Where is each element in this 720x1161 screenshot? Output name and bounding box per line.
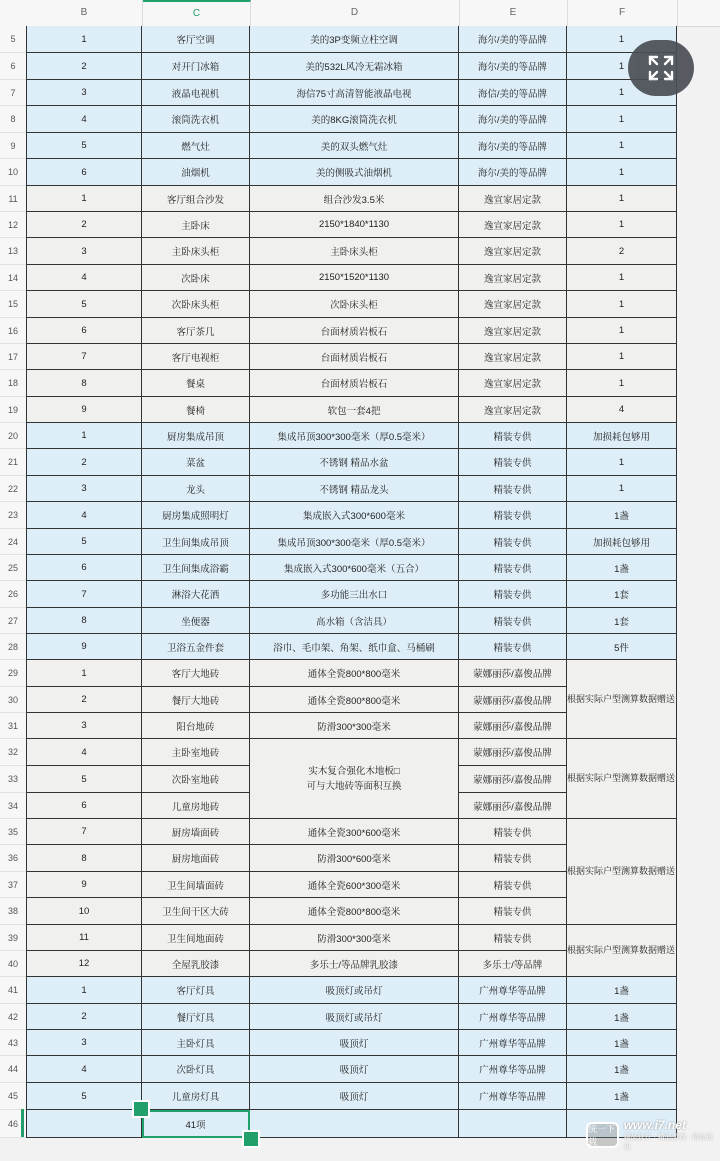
cell-b[interactable]: 2 [26,687,142,713]
cell-b[interactable]: 2 [26,53,142,80]
cell-f[interactable]: 1盏 [567,1083,677,1110]
cell-b[interactable]: 7 [26,819,142,845]
column-header-c[interactable]: C [143,0,251,26]
cell-c[interactable]: 主卧室地砖 [142,739,250,766]
cell-c[interactable]: 次卧床 [142,265,250,291]
cell-b[interactable]: 1 [26,186,142,212]
cell-c[interactable]: 对开门冰箱 [142,53,250,80]
row-header[interactable]: 29 [0,660,26,687]
cell-e[interactable]: 海尔/美的等品牌 [459,26,567,53]
row-header[interactable]: 26 [0,581,26,608]
cell-c[interactable]: 阳台地砖 [142,713,250,739]
expand-icon [647,54,675,82]
cell-c[interactable]: 全屋乳胶漆 [142,951,250,977]
cell-f[interactable]: 1 [567,291,677,318]
cell-d[interactable]: 海信75寸高清智能液晶电视 [250,80,459,106]
table-row [26,1030,677,1056]
table-row [26,318,677,344]
cell-c[interactable]: 次卧床头柜 [142,291,250,318]
cell-c[interactable]: 卫生间集成浴霸 [142,555,250,581]
column-header-f[interactable]: F [567,0,678,26]
cell-f[interactable]: 1 [567,26,677,53]
merged-cell-f-note[interactable]: 根据实际户型测算数据赠送 [567,819,677,925]
cell-d[interactable]: 次卧床头柜 [250,291,459,318]
row-header[interactable]: 24 [0,529,26,555]
table-row [26,53,677,80]
cell-e[interactable]: 逸宣家居定款 [459,397,567,423]
table-row [26,581,677,608]
cell-e[interactable]: 精装专供 [459,872,567,898]
cell-b[interactable]: 4 [26,739,142,766]
cell-d[interactable]: 吸顶灯 [250,1056,459,1083]
cell-d[interactable]: 高水箱（含洁具） [250,608,459,634]
cell-f[interactable]: 加损耗包够用 [567,529,677,555]
cell-e[interactable]: 逸宣家居定款 [459,186,567,212]
cell-d[interactable]: 通体全瓷300*600毫米 [250,819,459,845]
cell-e[interactable]: 精装专供 [459,423,567,449]
cell-b[interactable]: 6 [26,793,142,819]
selection-handle-start[interactable] [132,1100,150,1118]
cell-c[interactable]: 厨房集成吊顶 [142,423,250,449]
cell-e[interactable]: 海尔/美的等品牌 [459,106,567,133]
cell-b[interactable]: 6 [26,159,142,186]
cell-f[interactable]: 1 [567,318,677,344]
table-row [26,1110,677,1138]
cell-e[interactable]: 精装专供 [459,502,567,529]
table-row [26,1056,677,1083]
cell-e[interactable]: 广州尊华等品牌 [459,1004,567,1030]
cell-e[interactable]: 蒙娜丽莎/嘉俊品牌 [459,687,567,713]
table-row [26,212,677,238]
cell-b[interactable]: 7 [26,581,142,608]
cell-f[interactable]: 5件 [567,634,677,660]
row-header[interactable]: 18 [0,370,26,397]
row-header[interactable]: 11 [0,186,26,212]
cell-c[interactable]: 客厅大地砖 [142,660,250,687]
cell-f[interactable]: 1盏 [567,1030,677,1056]
cell-d[interactable]: 台面材质岩板石 [250,370,459,397]
cell-b[interactable]: 8 [26,845,142,872]
cell-e[interactable]: 精装专供 [459,581,567,608]
cell-e[interactable]: 逸宣家居定款 [459,344,567,370]
cell-e[interactable]: 逸宣家居定款 [459,238,567,265]
cell-e[interactable]: 多乐士/等品牌 [459,951,567,977]
row-header[interactable]: 43 [0,1030,26,1056]
row-header[interactable]: 14 [0,265,26,291]
cell-c[interactable]: 客厅茶几 [142,318,250,344]
cell-b[interactable]: 7 [26,344,142,370]
cell-c[interactable]: 41项 [142,1110,250,1138]
cell-c[interactable]: 卫生间墙面砖 [142,872,250,898]
cell-c[interactable]: 次卧室地砖 [142,766,250,793]
cell-c[interactable]: 滚筒洗衣机 [142,106,250,133]
cell-f[interactable]: 1 [567,53,677,80]
table-row [26,238,677,265]
merged-cell-f-note[interactable]: 根据实际户型测算数据赠送 [567,925,677,977]
cell-b[interactable]: 9 [26,397,142,423]
merged-cell-f-note[interactable]: 根据实际户型测算数据赠送 [567,660,677,739]
row-header[interactable]: 44 [0,1056,26,1083]
table-row [26,344,677,370]
row-header[interactable]: 37 [0,872,26,898]
table-row [26,977,677,1004]
table-row [26,1083,677,1110]
cell-c[interactable]: 液晶电视机 [142,80,250,106]
cell-c[interactable]: 坐便器 [142,608,250,634]
cell-c[interactable]: 厨房墙面砖 [142,819,250,845]
row-header[interactable]: 31 [0,713,26,739]
cell-f[interactable]: 1盏 [567,1056,677,1083]
cell-c[interactable]: 餐桌 [142,370,250,397]
cell-b[interactable]: 1 [26,660,142,687]
cell-c[interactable]: 卫生间干区大砖 [142,898,250,925]
cell-b[interactable]: 3 [26,476,142,502]
cell-f[interactable]: 1盏 [567,555,677,581]
row-header[interactable]: 39 [0,925,26,951]
table-row [26,106,677,133]
table-row [26,291,677,318]
cell-b[interactable]: 6 [26,318,142,344]
table-row [26,449,677,476]
cell-b[interactable]: 4 [26,265,142,291]
cell-b[interactable]: 3 [26,80,142,106]
cell-f[interactable]: 2 [567,238,677,265]
cell-b[interactable]: 11 [26,925,142,951]
row-header[interactable]: 46 [0,1110,26,1138]
cell-c[interactable]: 餐椅 [142,397,250,423]
row-header[interactable]: 12 [0,212,26,238]
cell-e[interactable]: 广州尊华等品牌 [459,1030,567,1056]
column-header-d[interactable]: D [250,0,460,26]
cell-d[interactable]: 2150*1840*1130 [250,212,459,238]
cell-e[interactable]: 精装专供 [459,608,567,634]
cell-e[interactable]: 广州尊华等品牌 [459,977,567,1004]
cell-b[interactable]: 1 [26,977,142,1004]
cell-e[interactable]: 海信/美的等品牌 [459,80,567,106]
cell-f[interactable]: 1 [567,212,677,238]
cell-b[interactable]: 3 [26,1030,142,1056]
row-header[interactable]: 23 [0,502,26,529]
cell-c[interactable]: 儿童房灯具 [142,1083,250,1110]
cell-e[interactable]: 精装专供 [459,634,567,660]
cell-f[interactable]: 1套 [567,608,677,634]
cell-d[interactable] [250,1110,459,1138]
table-row [26,133,677,159]
watermark-subtitle: 精品软件 · 精品游戏 · 精品资讯 [623,1134,714,1151]
cell-d[interactable]: 吸顶灯或吊灯 [250,977,459,1004]
table-row [26,476,677,502]
cell-b[interactable]: 10 [26,898,142,925]
cell-e[interactable]: 蒙娜丽莎/嘉俊品牌 [459,660,567,687]
cell-d[interactable]: 美的侧吸式油烟机 [250,159,459,186]
cell-b[interactable]: 5 [26,133,142,159]
cell-c[interactable]: 儿童房地砖 [142,793,250,819]
cell-c[interactable]: 次卧灯具 [142,1056,250,1083]
cell-b[interactable]: 8 [26,608,142,634]
row-header[interactable]: 7 [0,80,26,106]
cell-d[interactable]: 防滑300*300毫米 [250,713,459,739]
watermark-site: www.i7.net [623,1118,686,1132]
cell-b[interactable] [26,1110,142,1138]
cell-b[interactable]: 5 [26,291,142,318]
cell-b[interactable]: 2 [26,449,142,476]
table-row [26,397,677,423]
row-header[interactable]: 19 [0,397,26,423]
row-header[interactable]: 42 [0,1004,26,1030]
row-header[interactable]: 5 [0,26,26,53]
cell-f[interactable]: 加损耗包够用 [567,423,677,449]
cell-b[interactable]: 1 [26,26,142,53]
row-header[interactable]: 16 [0,318,26,344]
cell-e[interactable]: 广州尊华等品牌 [459,1083,567,1110]
cell-d[interactable]: 美的532L风冷无霜冰箱 [250,53,459,80]
row-header[interactable]: 30 [0,687,26,713]
cell-d[interactable]: 集成吊顶300*300毫米（厚0.5毫米） [250,529,459,555]
cell-c[interactable]: 卫生间集成吊顶 [142,529,250,555]
cell-d[interactable]: 不锈钢 精品龙头 [250,476,459,502]
row-header[interactable]: 41 [0,977,26,1004]
cell-d[interactable]: 通体全瓷800*800毫米 [250,898,459,925]
cell-d[interactable]: 集成嵌入式300*600毫米 [250,502,459,529]
column-header-bar [0,0,720,27]
merged-cell-line: 实木复合强化木地板□ [308,765,400,777]
row-header[interactable]: 33 [0,766,26,793]
cell-e[interactable]: 精装专供 [459,925,567,951]
table-row [26,265,677,291]
cell-b[interactable]: 4 [26,1056,142,1083]
table-row [26,186,677,212]
cell-b[interactable]: 9 [26,634,142,660]
cell-c[interactable]: 厨房集成照明灯 [142,502,250,529]
row-header[interactable]: 8 [0,106,26,133]
cell-f[interactable]: 1 [567,476,677,502]
table-row [26,26,677,53]
fullscreen-button[interactable] [628,40,694,96]
cell-e[interactable]: 蒙娜丽莎/嘉俊品牌 [459,766,567,793]
cell-d[interactable]: 主卧床头柜 [250,238,459,265]
cell-d[interactable]: 美的8KG滚筒洗衣机 [250,106,459,133]
cell-e[interactable]: 精装专供 [459,898,567,925]
cell-b[interactable]: 5 [26,766,142,793]
cell-e[interactable]: 精装专供 [459,845,567,872]
cell-d[interactable]: 吸顶灯 [250,1030,459,1056]
row-header[interactable]: 21 [0,449,26,476]
cell-c[interactable]: 餐厅灯具 [142,1004,250,1030]
cell-e[interactable]: 精装专供 [459,476,567,502]
cell-c[interactable]: 主卧灯具 [142,1030,250,1056]
row-header[interactable]: 13 [0,238,26,265]
cell-f[interactable]: 1套 [567,581,677,608]
row-header[interactable]: 35 [0,819,26,845]
row-header[interactable]: 6 [0,53,26,80]
cell-c[interactable]: 油烟机 [142,159,250,186]
table-row [26,370,677,397]
cell-c[interactable]: 菜盆 [142,449,250,476]
cell-f[interactable]: 1 [567,133,677,159]
cell-f[interactable]: 4 [567,397,677,423]
selection-handle-end[interactable] [242,1130,260,1148]
cell-e[interactable]: 蒙娜丽莎/嘉俊品牌 [459,713,567,739]
cell-d[interactable]: 多乐士/等品牌乳胶漆 [250,951,459,977]
cell-b[interactable]: 8 [26,370,142,397]
cell-c[interactable]: 客厅电视柜 [142,344,250,370]
table-row [26,423,677,449]
merged-cell-d-floor[interactable] [250,739,459,819]
cell-d[interactable]: 多功能三出水口 [250,581,459,608]
row-header[interactable]: 15 [0,291,26,318]
watermark [586,1119,716,1151]
cell-b[interactable]: 3 [26,713,142,739]
row-header[interactable]: 25 [0,555,26,581]
row-header[interactable]: 20 [0,423,26,449]
cell-d[interactable]: 防滑300*300毫米 [250,925,459,951]
cell-c[interactable]: 主卧床头柜 [142,238,250,265]
cell-f[interactable]: 1盏 [567,977,677,1004]
cell-e[interactable]: 逸宣家居定款 [459,318,567,344]
cell-c[interactable]: 客厅空调 [142,26,250,53]
cell-c[interactable]: 客厅组合沙发 [142,186,250,212]
row-header[interactable]: 34 [0,793,26,819]
cell-e[interactable]: 蒙娜丽莎/嘉俊品牌 [459,793,567,819]
cell-d[interactable]: 集成嵌入式300*600毫米（五合） [250,555,459,581]
row-header[interactable]: 28 [0,634,26,660]
table-row [26,502,677,529]
cell-e[interactable]: 精装专供 [459,555,567,581]
row-header[interactable]: 36 [0,845,26,872]
cell-d[interactable]: 2150*1520*1130 [250,265,459,291]
cell-e[interactable]: 海尔/美的等品牌 [459,159,567,186]
cell-e[interactable]: 广州尊华等品牌 [459,1056,567,1083]
cell-b[interactable]: 2 [26,212,142,238]
cell-b[interactable]: 3 [26,238,142,265]
cell-d[interactable]: 浴巾、毛巾架、角架、纸巾盒、马桶刷 [250,634,459,660]
cell-e[interactable] [459,1110,567,1138]
cell-e[interactable]: 逸宣家居定款 [459,265,567,291]
table-row [26,555,677,581]
cell-d[interactable]: 台面材质岩板石 [250,318,459,344]
cell-c[interactable]: 卫浴五金件套 [142,634,250,660]
cell-e[interactable]: 逸宣家居定款 [459,370,567,397]
table-row [26,634,677,660]
cell-c[interactable]: 卫生间地面砖 [142,925,250,951]
cell-f[interactable]: 1 [567,186,677,212]
cell-b[interactable]: 12 [26,951,142,977]
cell-d[interactable]: 美的双头燃气灶 [250,133,459,159]
cell-d[interactable]: 防滑300*600毫米 [250,845,459,872]
cell-b[interactable]: 6 [26,555,142,581]
cell-f[interactable]: 1 [567,265,677,291]
cell-d[interactable]: 美的3P变频立柱空调 [250,26,459,53]
cell-c[interactable]: 餐厅大地砖 [142,687,250,713]
row-header[interactable]: 27 [0,608,26,634]
row-selection-marker [0,1109,24,1137]
row-header[interactable]: 22 [0,476,26,502]
cell-e[interactable]: 精装专供 [459,819,567,845]
cell-e[interactable]: 蒙娜丽莎/嘉俊品牌 [459,739,567,766]
cell-b[interactable]: 5 [26,1083,142,1110]
table-row [26,529,677,555]
watermark-logo: 统一下载 [586,1122,619,1148]
cell-f[interactable]: 1 [567,159,677,186]
cell-b[interactable]: 9 [26,872,142,898]
cell-d[interactable]: 吸顶灯或吊灯 [250,1004,459,1030]
cell-f[interactable]: 1 [567,370,677,397]
merged-cell-line: 可与大地砖等面积互换 [306,780,402,792]
cell-c[interactable]: 淋浴大花洒 [142,581,250,608]
cell-f[interactable]: 1盏 [567,502,677,529]
cell-d[interactable]: 通体全瓷800*800毫米 [250,660,459,687]
cell-d[interactable]: 软包一套4把 [250,397,459,423]
table-row [26,80,677,106]
cell-b[interactable]: 2 [26,1004,142,1030]
cell-f[interactable]: 1盏 [567,1004,677,1030]
cell-d[interactable]: 通体全瓷600*300毫米 [250,872,459,898]
cell-f[interactable]: 1 [567,106,677,133]
cell-c[interactable]: 龙头 [142,476,250,502]
column-header-e[interactable]: E [459,0,568,26]
table-row [26,608,677,634]
cell-e[interactable]: 海尔/美的等品牌 [459,53,567,80]
cell-e[interactable]: 精装专供 [459,529,567,555]
cell-e[interactable]: 逸宣家居定款 [459,212,567,238]
row-header[interactable]: 40 [0,951,26,977]
cell-d[interactable]: 不锈钢 精品水盆 [250,449,459,476]
cell-d[interactable]: 集成吊顶300*300毫米（厚0.5毫米） [250,423,459,449]
cell-c[interactable]: 客厅灯具 [142,977,250,1004]
cell-d[interactable]: 组合沙发3.5米 [250,186,459,212]
cell-c[interactable]: 厨房地面砖 [142,845,250,872]
cell-d[interactable]: 台面材质岩板石 [250,344,459,370]
table-row [26,159,677,186]
cell-f[interactable]: 1 [567,344,677,370]
cell-f[interactable]: 1 [567,449,677,476]
cell-c[interactable]: 燃气灶 [142,133,250,159]
cell-b[interactable]: 4 [26,502,142,529]
cell-d[interactable]: 吸顶灯 [250,1083,459,1110]
cell-f[interactable]: 1 [567,80,677,106]
cell-e[interactable]: 海尔/美的等品牌 [459,133,567,159]
cell-e[interactable]: 精装专供 [459,449,567,476]
cell-b[interactable]: 5 [26,529,142,555]
row-header[interactable]: 45 [0,1083,26,1110]
row-header[interactable]: 9 [0,133,26,159]
cell-c[interactable]: 主卧床 [142,212,250,238]
cell-d[interactable]: 通体全瓷800*800毫米 [250,687,459,713]
row-header[interactable]: 38 [0,898,26,925]
column-header-b[interactable]: B [26,0,143,26]
row-header[interactable]: 32 [0,739,26,766]
row-header[interactable]: 17 [0,344,26,370]
cell-selection[interactable] [142,1110,250,1138]
cell-e[interactable]: 逸宣家居定款 [459,291,567,318]
row-header[interactable]: 10 [0,159,26,186]
cell-b[interactable]: 4 [26,106,142,133]
merged-cell-f-note[interactable]: 根据实际户型测算数据赠送 [567,739,677,819]
table-row [26,1004,677,1030]
cell-b[interactable]: 1 [26,423,142,449]
